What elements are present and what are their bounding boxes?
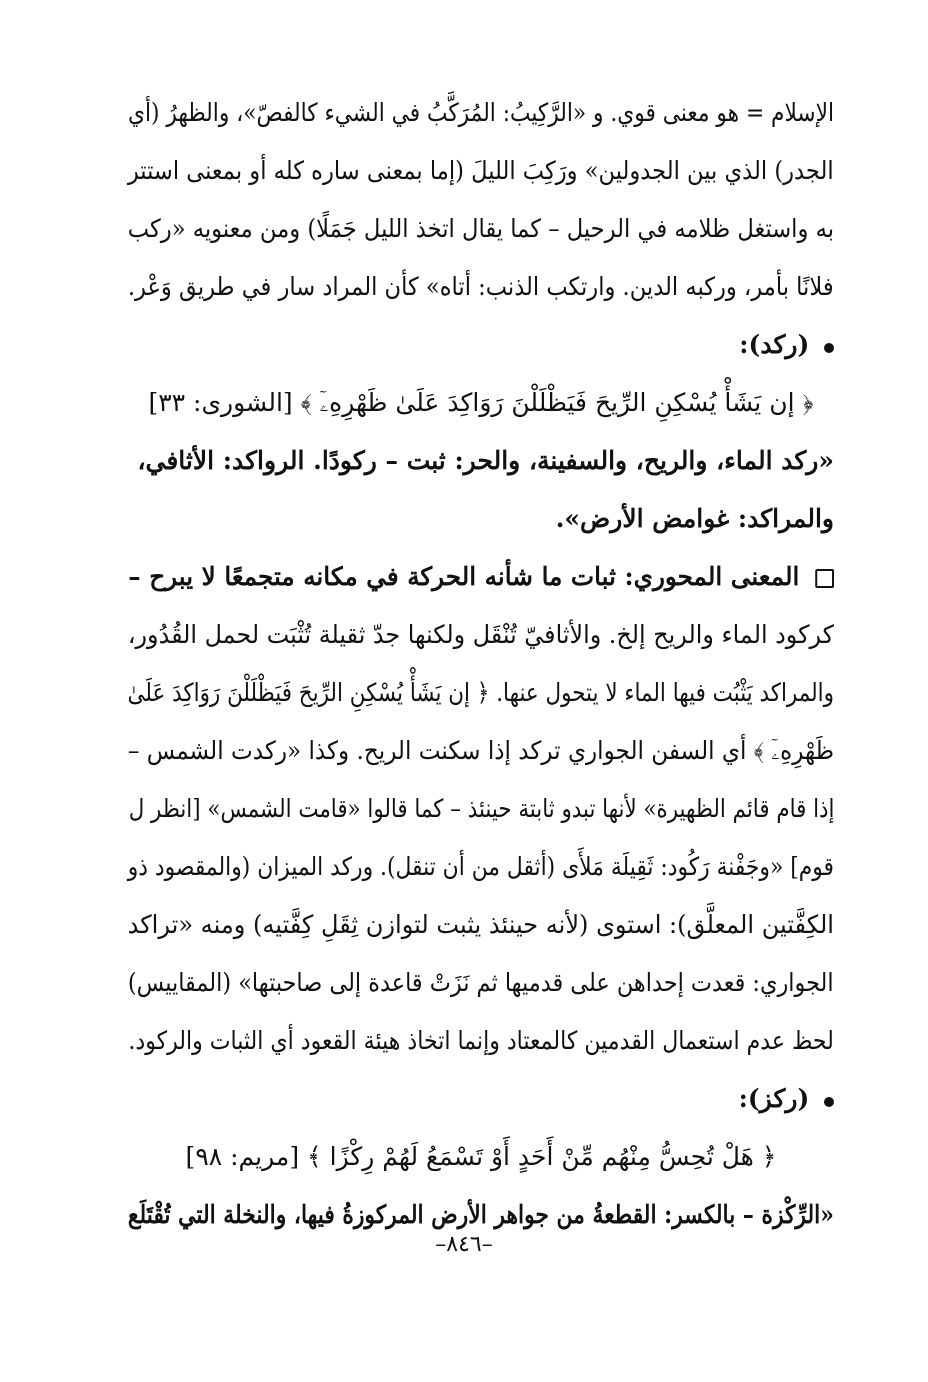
heading-text: (ركز): bbox=[738, 1084, 810, 1113]
bullet-icon bbox=[824, 1097, 834, 1107]
quran-verse bbox=[128, 374, 834, 432]
quran-verse bbox=[128, 1128, 834, 1186]
heading-text: (ركد): bbox=[739, 330, 810, 359]
square-box-icon bbox=[815, 569, 834, 588]
page-number: –٨٤٦– bbox=[435, 1232, 493, 1257]
text-line bbox=[128, 838, 834, 896]
line-text: فلانًا بأمر، وركبه الدين. وارتكب الذنب: أتاه» كأن المراد سار في طريق وَعْر. bbox=[128, 272, 834, 301]
line-text: قوم] «وجَفْنة رَكُود: ثَقِيلَة مَلأَى (أثقل من أن تنقل). وركد الميزان (والمقصود ذو bbox=[127, 852, 834, 881]
text-line bbox=[128, 200, 834, 258]
line-text: لحظ عدم استعمال القدمين كالمعتاد وإنما اتخاذ هيئة القعود أي الثبات والركود. bbox=[128, 1026, 834, 1055]
verse-text: ﴿ إن يَشَأْ يُسْكِنِ الرِّيحَ فَيَظْلَلْنَ رَوَاكِدَ عَلَىٰ ظَهْرِهِۦٓ ﴾ [الشورى: ٣٣] bbox=[148, 388, 814, 417]
section-heading-rakada bbox=[128, 316, 834, 374]
line-text: ظَهْرِهِۦٓ ﴾ أي السفن الجواري تركد إذا سكنت الريح. وكذا «ركدت الشمس – bbox=[127, 736, 835, 765]
text-line bbox=[128, 896, 834, 954]
text-line bbox=[128, 1012, 834, 1070]
line-text: المعنى المحوري: ثبات ما شأنه الحركة في مكانه متجمعًا لا يبرح – bbox=[128, 562, 800, 591]
line-text: به واستغل ظلامه في الرحيل – كما يقال اتخذ الليل جَمَلًا) ومن معنويه «ركب bbox=[127, 214, 835, 243]
line-text: «الرِّكْزة – بالكسر: القطعةُ من جواهر الأرض المركوزةُ فيها، والنخلة التي تُقْتَلَع bbox=[127, 1200, 834, 1229]
core-meaning-line bbox=[128, 548, 834, 606]
line-text: «ركد الماء، والريح، والسفينة، والحر: ثبت – ركودًا. الرواكد: الأثافي، bbox=[137, 446, 834, 475]
text-line bbox=[128, 142, 834, 200]
line-text: والمراكد يَثْبُت فيها الماء لا يتحول عنها. ﴿ إن يَشَأْ يُسْكِنِ الرِّيحَ فَيَظْلَلْنَ رَوَاكِدَ عَلَىٰ bbox=[127, 678, 834, 707]
text-line bbox=[128, 664, 834, 722]
text-line bbox=[128, 606, 834, 664]
line-text: والمراكد: غوامض الأرض». bbox=[555, 504, 834, 533]
section-heading-rakaza bbox=[128, 1070, 834, 1128]
text-line bbox=[128, 258, 834, 316]
line-text: الإسلام = هو معنى قوي. و «الرَّكِيبُ: المُرَكَّبُ في الشيء كالفصّ»، والظهرُ (أي bbox=[128, 98, 834, 127]
text-line bbox=[128, 954, 834, 1012]
definition-line bbox=[128, 432, 834, 490]
line-text: الجدر) الذي بين الجدولين» ورَكِبَ الليلَ (إما بمعنى ساره كله أو بمعنى استتر bbox=[128, 156, 834, 185]
line-text: الجواري: قعدت إحداهن على قدميها ثم نَزَتْ قاعدة إلى صاحبتها» (المقاييس) bbox=[128, 968, 834, 997]
verse-text: ﴿ هَلْ تُحِسُّ مِنْهُم مِّنْ أَحَدٍ أَوْ تَسْمَعُ لَهُمْ رِكْزًا ﴾ [مريم: ٩٨] bbox=[185, 1142, 777, 1171]
line-text: كركود الماء والريح إلخ. والأثافيّ تُنْقَل ولكنها جدّ ثقيلة تُثْبَت لحمل القُدُور، bbox=[127, 620, 834, 649]
definition-line bbox=[128, 490, 834, 548]
bullet-icon bbox=[824, 343, 834, 353]
line-text: الكِفَّتين المعلَّق): استوى (لأنه حينئذ يثبت لتوازن ثِقَلِ كِفَّتيه) ومنه «تراكد bbox=[127, 910, 834, 939]
text-line bbox=[128, 84, 834, 142]
text-line bbox=[128, 780, 834, 838]
text-body bbox=[128, 84, 834, 1244]
text-line bbox=[128, 722, 834, 780]
line-text: إذا قام قائم الظهيرة» لأنها تبدو ثابتة حينئذ – كما قالوا «قامت الشمس» [انظر ل bbox=[128, 794, 834, 823]
